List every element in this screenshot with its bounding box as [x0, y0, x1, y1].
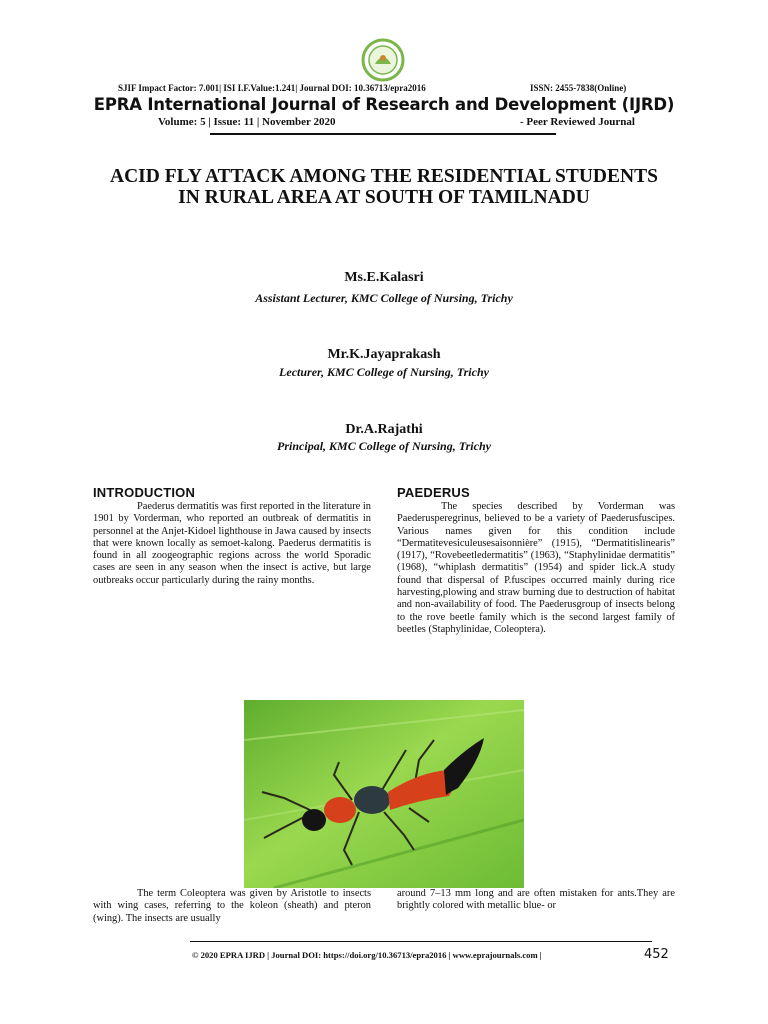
paragraph: Paederus dermatitis was first reported in the literature in 1901 by Vorderman, who reported an outbreak of dermatitis in personnel at the Anjet-Kidoel lighthouse in Jawa caused by insects that were known locally as semoet-kalong. Paederus dermatitis is found in all zoogeographic regions across the world Sporadic cases are seen in any season when the insect is active, but large outbreaks occur particularly during the rainy months.: [93, 501, 371, 586]
footer-divider: [190, 941, 652, 942]
author-name: Ms.E.Kalasri: [344, 270, 424, 285]
author-affiliation: Lecturer, KMC College of Nursing, Trichy: [279, 365, 489, 379]
introduction-text: [93, 501, 371, 587]
author-name: Mr.K.Jayaprakash: [327, 347, 441, 362]
paederus-text: [397, 501, 675, 636]
issn: ISSN: 2455-7838(Online): [530, 83, 627, 93]
impact-factor-doi: SJIF Impact Factor: 7.001| ISI I.F.Value:1.241| Journal DOI: 10.36713/epra2016: [118, 83, 426, 93]
paragraph: The species described by Vorderman was Paederusperegrinus, believed to be a variety of Paederusfuscipes. Various names given for this condition include “Dermatitevesiculeusesaisonnière” (1915), “Dermatitislinearis” (1917), “Rovebeetledermatitis” (1963), “Staphylinidae dermatitis” (1968), “whiplash dermatitis” (1954) and spider lick.A study found that dispersal of P.fuscipes occurred mainly during rice harvesting,plowing and straw burning due to destruction of habitat and non-availability of food. The Paederusgroup of insects belong to the rove beetle family which is the second largest family of beetles (Staphylinidae, Coleoptera).: [397, 501, 675, 635]
journal-logo: [361, 38, 405, 82]
insect-size-text: [397, 888, 675, 913]
peer-reviewed-label: - Peer Reviewed Journal: [520, 116, 635, 128]
author-name: Dr.A.Rajathi: [345, 422, 423, 437]
author-affiliation: Assistant Lecturer, KMC College of Nursing, Trichy: [255, 291, 513, 305]
coleoptera-text: [93, 888, 371, 925]
section-heading-introduction: INTRODUCTION: [93, 485, 196, 500]
paragraph: around 7–13 mm long and are often mistaken for ants.They are brightly colored with metallic blue- or: [397, 888, 675, 912]
paederus-beetle-photo: [244, 700, 524, 888]
paragraph: The term Coleoptera was given by Aristotle to insects with wing cases, referring to the koleon (sheath) and pteron (wing). The insects are usually: [93, 888, 371, 924]
footer-copyright: © 2020 EPRA IJRD | Journal DOI: https://doi.org/10.36713/epra2016 | www.eprajournals.com |: [192, 950, 542, 960]
journal-title: EPRA International Journal of Research and Development (IJRD): [93, 95, 675, 114]
section-heading-paederus: PAEDERUS: [397, 485, 470, 500]
header-divider: [210, 133, 556, 135]
author-affiliation: Principal, KMC College of Nursing, Trichy: [277, 439, 491, 453]
volume-issue: Volume: 5 | Issue: 11 | November 2020: [158, 116, 336, 128]
paper-title: ACID FLY ATTACK AMONG THE RESIDENTIAL STUDENTS IN RURAL AREA AT SOUTH OF TAMILNADU: [110, 166, 658, 208]
beetle-on-leaf-image: [244, 700, 524, 888]
page-number: 452: [644, 947, 669, 962]
